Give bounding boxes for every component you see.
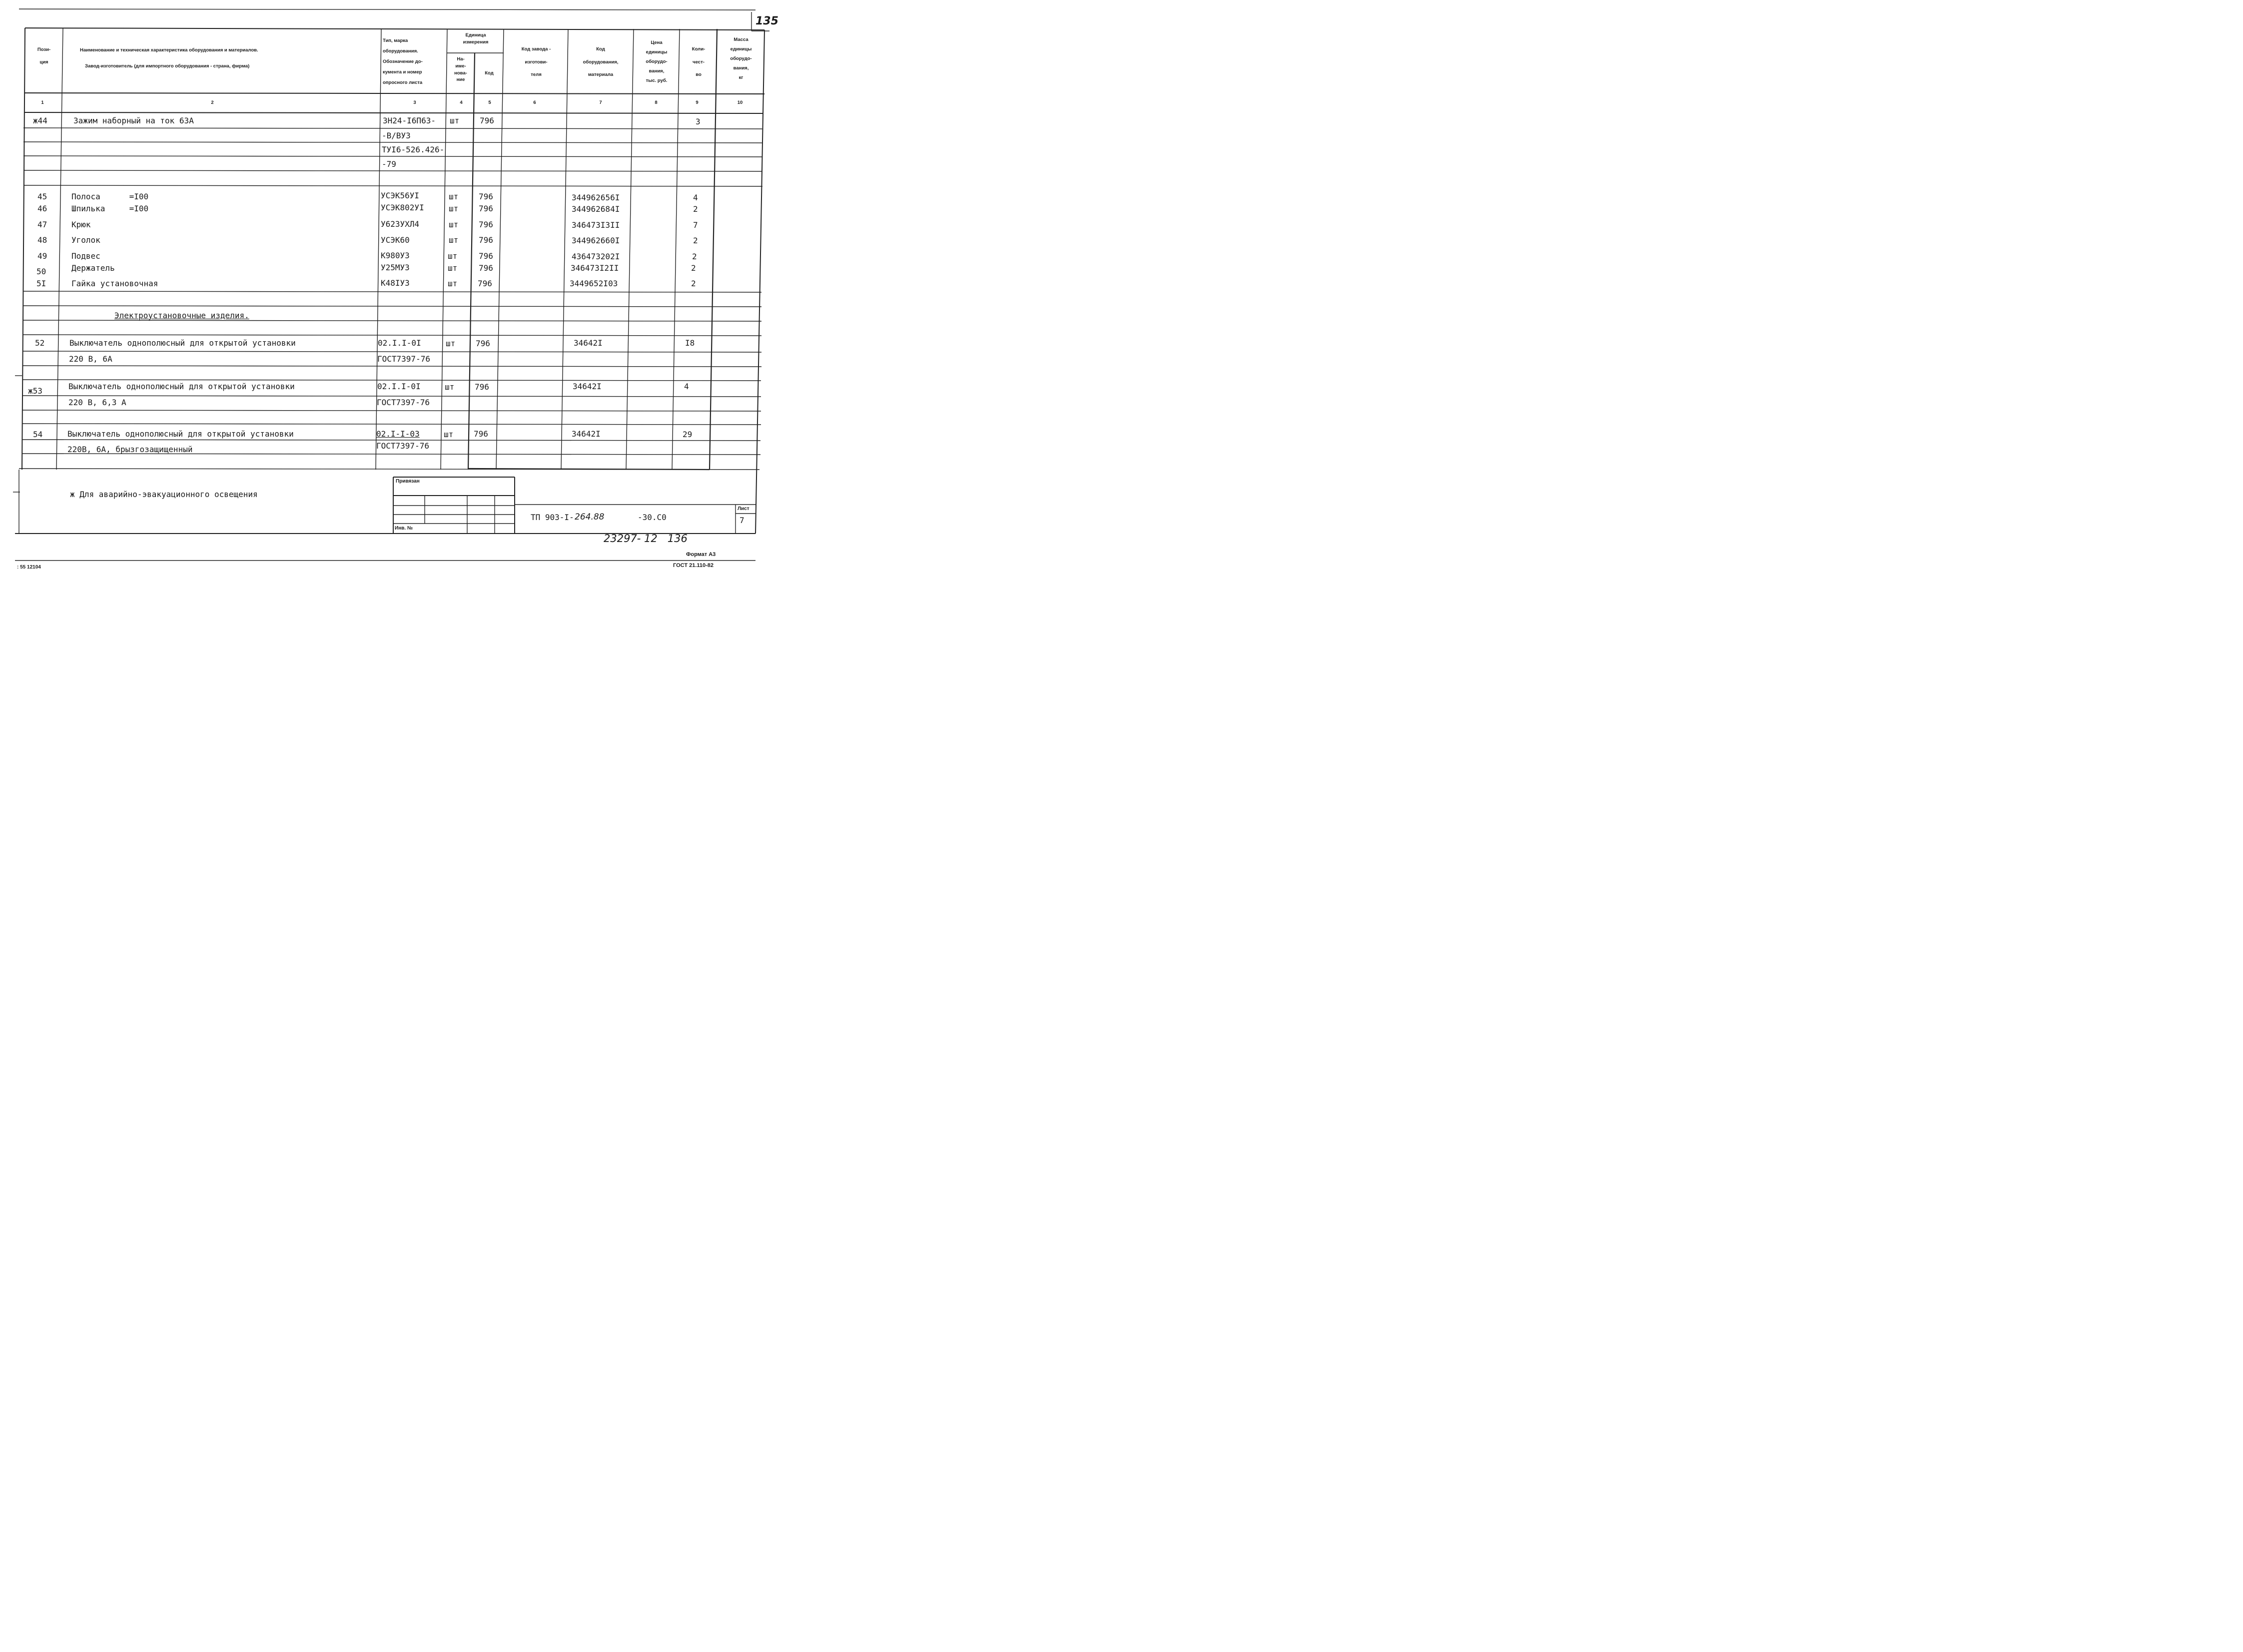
row-44-unit-code: 796 [480, 116, 494, 125]
row-52-type: 02.I.I-0I [378, 338, 421, 348]
colnum-9: 9 [696, 100, 699, 105]
header-unit-code: Код [485, 70, 494, 76]
footnote: ж Для аварийно-эвакуационного освещения [70, 490, 258, 499]
row-47-pos: 47 [37, 220, 47, 229]
row-44-type-cont2: ТУI6-526.426- [382, 145, 445, 154]
row-49-name: Подвес [71, 251, 100, 261]
colnum-7: 7 [599, 100, 602, 105]
row-44-unit: шт [450, 116, 460, 125]
row-52-code: 34642I [574, 338, 603, 348]
row-52-pos: 52 [35, 338, 45, 348]
row-44-type: ЗН24-I6П63- [383, 116, 436, 125]
row-49-unit-code: 796 [479, 251, 493, 261]
row-50-type: У25МУЗ [381, 263, 410, 272]
row-53-pos: ж53 [28, 386, 42, 396]
row-48-type: УСЭК60 [381, 235, 410, 245]
row-53-type: 02.I.I-0I [377, 382, 421, 391]
stamp-bound-label: Привязан [396, 479, 420, 484]
header-quantity: Коли- чест- во [692, 46, 706, 78]
row-53-name: Выключатель однополюсный для открытой установки [68, 382, 295, 391]
row-50-qty: 2 [691, 263, 696, 273]
row-45-name: Полоса =I00 [71, 192, 149, 201]
row-53-qty: 4 [684, 382, 689, 391]
row-44-type-cont1: -В/ВУЗ [382, 131, 411, 140]
row-52-name-cont: 220 В, 6А [69, 354, 112, 364]
row-46-qty: 2 [693, 204, 698, 214]
row-44-pos: ж44 [33, 116, 47, 125]
row-53-code: 34642I [573, 382, 602, 391]
row-54-type-cont: ГОСТ7397-76 [376, 441, 429, 451]
row-53-type-cont: ГОСТ7397-76 [377, 398, 430, 407]
colnum-10: 10 [737, 100, 743, 105]
row-50-unit-code: 796 [479, 263, 493, 273]
row-49-pos: 49 [37, 251, 47, 261]
row-45-unit-code: 796 [479, 192, 493, 201]
row-48-pos: 48 [37, 235, 47, 245]
row-52-unit: шт [446, 339, 456, 348]
section-title: Электроустановочные изделия. [114, 311, 249, 320]
handwritten-bottom: 23297- 12 136 [604, 533, 688, 545]
row-49-unit: шт [448, 251, 458, 261]
doc-code-handwritten: 264.88 [575, 512, 605, 522]
row-51-pos: 5I [36, 279, 46, 288]
header-mass: Масса единицы оборудо- вания, кг [730, 37, 752, 80]
row-53-name-cont: 220 В, 6,3 А [68, 398, 126, 407]
sheet-corner-number: 135 [755, 15, 778, 27]
row-50-code: 346473I2II [571, 263, 619, 273]
row-52-type-cont: ГОСТ7397-76 [377, 354, 430, 364]
row-49-type: К980УЗ [381, 251, 410, 260]
header-type: Тип, марка оборудования. Обозначение до- кумента и номер опросного листа [383, 38, 423, 85]
row-54-name-cont: 220В, 6А, брызгозащищенный [67, 445, 193, 454]
header-unit-group: Единица измерения [463, 32, 489, 45]
row-54-unit: шт [444, 430, 454, 439]
header-position: Пози- ция [37, 47, 51, 65]
sheet-label: Лист [738, 506, 749, 512]
row-47-name: Крюк [71, 220, 91, 229]
row-45-pos: 45 [37, 192, 47, 201]
row-54-name: Выключатель однополюсный для открытой установки [67, 429, 294, 439]
colnum-3: 3 [413, 100, 416, 105]
colnum-8: 8 [655, 100, 658, 105]
gost-label: ГОСТ 21.110-82 [673, 562, 714, 568]
row-50-name: Держатель [71, 263, 115, 273]
colnum-1: 1 [41, 100, 44, 105]
row-45-unit: шт [449, 192, 459, 201]
row-44-name: Зажим наборный на ток 63А [73, 116, 194, 125]
row-50-pos: 50 [36, 267, 46, 276]
sheet-number: 7 [740, 516, 745, 525]
row-51-qty: 2 [691, 279, 696, 288]
row-46-code: 344962684I [572, 204, 620, 214]
row-46-type: УСЭК802УI [381, 203, 424, 212]
row-52-name: Выключатель однополюсный для открытой установки [69, 338, 296, 348]
colnum-6: 6 [533, 100, 536, 105]
row-48-code: 344962660I [572, 236, 620, 245]
row-49-qty: 2 [692, 252, 697, 261]
row-46-pos: 46 [37, 204, 47, 213]
row-46-name: Шпилька =I00 [71, 204, 149, 213]
row-47-qty: 7 [693, 220, 698, 230]
row-52-unit-code: 796 [476, 339, 490, 348]
row-49-code: 436473202I [572, 252, 620, 261]
row-44-qty: 3 [696, 117, 701, 126]
header-price: Цена единицы оборудо- вания, тыс. руб. [646, 40, 668, 83]
row-51-name: Гайка установочная [71, 279, 158, 288]
row-51-unit: шт [448, 279, 458, 288]
header-name-line2: Завод-изготовитель (для импортного оборудования - страна, фирма) [85, 63, 250, 69]
print-code: : 55 12104 [17, 564, 41, 570]
row-48-unit: шт [449, 235, 459, 245]
row-48-qty: 2 [693, 236, 698, 245]
row-54-type: 02.I-I-03 [376, 429, 420, 439]
stamp-inv-label: Инв. № [395, 526, 413, 531]
row-46-unit: шт [449, 204, 459, 213]
row-45-qty: 4 [693, 193, 698, 202]
row-45-type: УСЭК56УI [381, 191, 420, 200]
row-52-qty: I8 [685, 338, 695, 348]
colnum-4: 4 [460, 100, 463, 105]
doc-suffix: -30.С0 [638, 513, 667, 522]
row-51-type: К48IУЗ [381, 278, 410, 288]
row-51-unit-code: 796 [478, 279, 492, 288]
row-54-code: 34642I [572, 429, 601, 439]
row-50-unit: шт [448, 263, 458, 273]
row-54-qty: 29 [683, 430, 693, 439]
row-47-code: 346473I3II [572, 220, 620, 230]
row-48-name: Уголок [71, 235, 100, 245]
colnum-2: 2 [211, 100, 214, 105]
header-equipment-code: Код оборудования, материала [583, 46, 619, 78]
header-unit-name: На- име- нова- ние [454, 56, 467, 83]
doc-code: ТП 903-I- [531, 513, 574, 522]
colnum-5: 5 [488, 100, 491, 105]
header-name-line1: Наименование и техническая характеристика оборудования и материалов. [80, 47, 258, 53]
row-44-type-cont3: -79 [382, 159, 396, 169]
row-53-unit-code: 796 [475, 382, 489, 392]
row-48-unit-code: 796 [479, 235, 493, 245]
header-factory-code: Код завода - изготови- теля [521, 46, 551, 78]
row-47-unit: шт [449, 220, 459, 229]
row-47-type: У623УХЛ4 [381, 219, 420, 229]
row-54-pos: 54 [33, 430, 43, 439]
row-45-code: 344962656I [572, 193, 620, 202]
row-47-unit-code: 796 [479, 220, 493, 229]
row-54-unit-code: 796 [474, 429, 488, 439]
format-label: Формат А3 [686, 551, 716, 557]
row-46-unit-code: 796 [479, 204, 493, 213]
row-51-code: 3449652I03 [570, 279, 618, 288]
row-53-unit: шт [445, 382, 455, 392]
